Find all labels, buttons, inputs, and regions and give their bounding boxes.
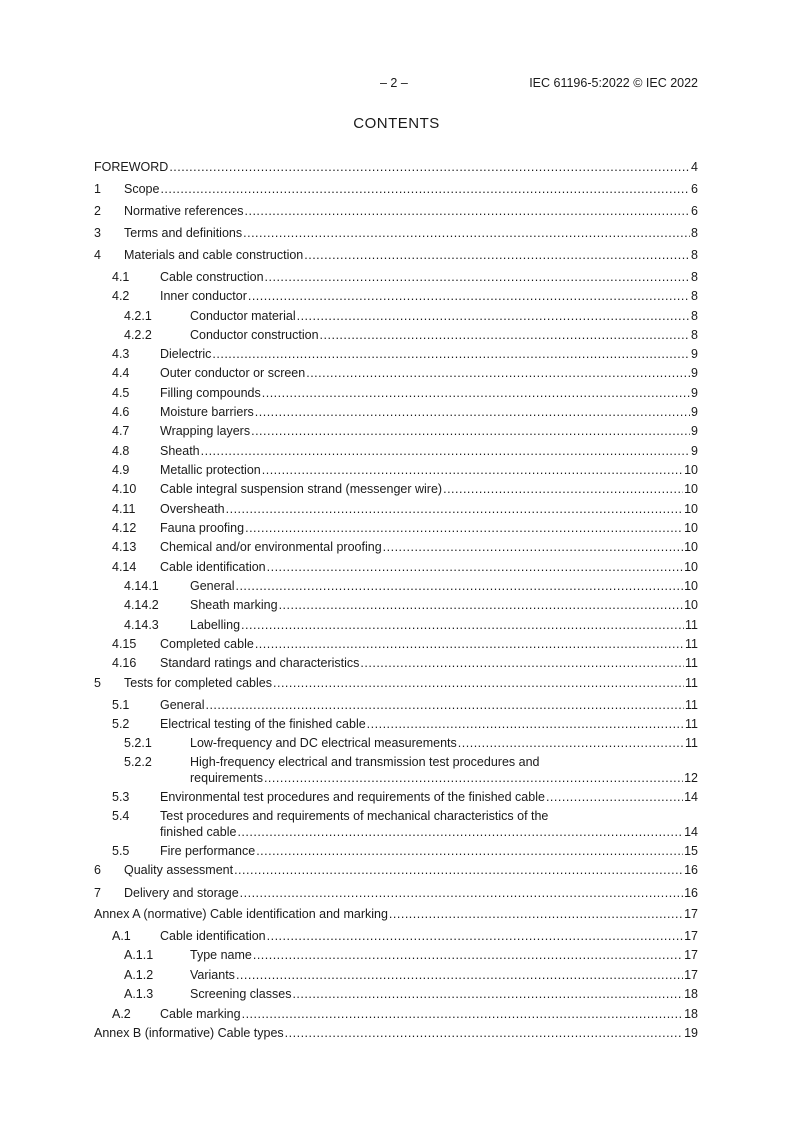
toc-entry[interactable] xyxy=(94,539,698,555)
toc-title: High-frequency electrical and transmission test procedures and xyxy=(190,755,540,769)
toc-page-number: 18 xyxy=(684,1007,698,1021)
toc-number: 5.4 xyxy=(112,809,130,823)
toc-number: 4 xyxy=(94,248,101,262)
toc-page-number: 10 xyxy=(684,579,698,593)
toc-title: Cable identification xyxy=(160,560,266,574)
toc-leader-dots xyxy=(242,1006,684,1022)
toc-title: Variants xyxy=(190,968,235,982)
toc-entry[interactable] xyxy=(94,481,698,497)
toc-leader-dots xyxy=(243,225,690,241)
toc-leader-dots xyxy=(264,770,683,786)
toc-title: Cable construction xyxy=(160,270,264,284)
toc-page-number: 10 xyxy=(684,463,698,477)
toc-title: Type name xyxy=(190,948,252,962)
toc-title: Oversheath xyxy=(160,502,225,516)
toc-page-number: 8 xyxy=(691,270,698,284)
toc-title: Labelling xyxy=(190,618,241,632)
toc-leader-dots xyxy=(306,365,690,381)
toc-title: Scope xyxy=(124,182,160,196)
toc-number: 5 xyxy=(94,676,101,690)
toc-entry[interactable] xyxy=(94,327,698,343)
toc-entry[interactable] xyxy=(94,697,698,713)
toc-entry[interactable] xyxy=(94,385,698,401)
toc-page-number: 8 xyxy=(691,309,698,323)
toc-number: 4.3 xyxy=(112,347,130,361)
toc-title: Sheath xyxy=(160,444,200,458)
toc-entry[interactable] xyxy=(94,269,698,285)
toc-number: 3 xyxy=(94,226,101,240)
toc-page-number: 14 xyxy=(684,790,698,804)
toc-title: General xyxy=(160,698,205,712)
toc-page-number: 10 xyxy=(684,598,698,612)
toc-entry[interactable] xyxy=(94,754,698,786)
toc-leader-dots xyxy=(226,501,683,517)
toc-entry[interactable] xyxy=(94,655,698,671)
toc-entry[interactable] xyxy=(94,443,698,459)
toc-title: Environmental test procedures and requirements of the finished cable xyxy=(160,790,545,804)
toc-title-continued: finished cable xyxy=(160,825,237,839)
toc-entry[interactable] xyxy=(94,225,698,241)
toc-number: 4.8 xyxy=(112,444,130,458)
toc-leader-dots xyxy=(389,906,683,922)
toc-entry[interactable] xyxy=(94,789,698,805)
toc-entry[interactable] xyxy=(94,288,698,304)
toc-page-number: 11 xyxy=(685,717,698,731)
toc-title: Annex B (informative) Cable types xyxy=(94,1026,284,1040)
toc-title: Cable integral suspension strand (messenger wire) xyxy=(160,482,443,496)
toc-entry[interactable] xyxy=(94,346,698,362)
toc-title: Annex A (normative) Cable identification and marking xyxy=(94,907,388,921)
toc-number: 4.6 xyxy=(112,405,130,419)
toc-page-number: 12 xyxy=(684,771,698,785)
toc-title: Test procedures and requirements of mechanical characteristics of the xyxy=(160,809,549,823)
toc-entry[interactable] xyxy=(94,843,698,859)
toc-entry[interactable] xyxy=(94,597,698,613)
toc-title: Conductor construction xyxy=(190,328,319,342)
toc-leader-dots xyxy=(304,247,690,263)
toc-number: 4.14.3 xyxy=(124,618,159,632)
toc-title: Terms and definitions xyxy=(124,226,243,240)
toc-title: Inner conductor xyxy=(160,289,247,303)
toc-leader-dots xyxy=(245,520,683,536)
toc-page-number: 8 xyxy=(691,226,698,240)
toc-page-number: 8 xyxy=(691,328,698,342)
toc-number: 1 xyxy=(94,182,101,196)
toc-leader-dots xyxy=(360,655,684,671)
toc-leader-dots xyxy=(458,735,684,751)
toc-leader-dots xyxy=(292,986,683,1002)
toc-leader-dots xyxy=(240,885,683,901)
toc-page-number: 14 xyxy=(684,825,698,839)
toc-page-number: 17 xyxy=(684,907,698,921)
toc-leader-dots xyxy=(241,617,684,633)
toc-leader-dots xyxy=(443,481,683,497)
toc-title: Fauna proofing xyxy=(160,521,245,535)
toc-leader-dots xyxy=(256,843,683,859)
toc-number: 5.5 xyxy=(112,844,130,858)
toc-leader-dots xyxy=(169,159,690,175)
toc-page-number: 4 xyxy=(691,160,698,174)
toc-number: 2 xyxy=(94,204,101,218)
toc-title: Normative references xyxy=(124,204,244,218)
toc-entry[interactable] xyxy=(94,203,698,219)
page-number: – 2 – xyxy=(380,76,408,90)
toc-entry[interactable] xyxy=(94,716,698,732)
toc-page-number: 11 xyxy=(685,736,698,750)
toc-title: General xyxy=(190,579,235,593)
toc-number: A.2 xyxy=(112,1007,131,1021)
toc-title: Moisture barriers xyxy=(160,405,254,419)
toc-leader-dots xyxy=(160,181,690,197)
toc-number: 4.1 xyxy=(112,270,130,284)
toc-entry[interactable] xyxy=(94,986,698,1002)
toc-number: 4.2.1 xyxy=(124,309,152,323)
toc-leader-dots xyxy=(236,967,683,983)
toc-leader-dots xyxy=(383,539,683,555)
toc-title: Metallic protection xyxy=(160,463,261,477)
toc-page-number: 11 xyxy=(685,698,698,712)
toc-number: 4.14.1 xyxy=(124,579,159,593)
toc-number: 4.7 xyxy=(112,424,130,438)
toc-number: 5.3 xyxy=(112,790,130,804)
toc-page-number: 16 xyxy=(684,863,698,877)
toc-page-number: 9 xyxy=(691,444,698,458)
toc-number: 4.12 xyxy=(112,521,137,535)
toc-title: FOREWORD xyxy=(94,160,169,174)
document-reference: IEC 61196-5:2022 © IEC 2022 xyxy=(529,76,698,90)
toc-leader-dots xyxy=(546,789,683,805)
toc-leader-dots xyxy=(262,462,683,478)
toc-entry[interactable] xyxy=(94,808,698,840)
toc-page-number: 11 xyxy=(685,676,698,690)
toc-title: Cable marking xyxy=(160,1007,241,1021)
toc-title: Fire performance xyxy=(160,844,256,858)
toc-number: 5.1 xyxy=(112,698,130,712)
toc-page-number: 10 xyxy=(684,482,698,496)
toc-page-number: 9 xyxy=(691,405,698,419)
toc-entry[interactable] xyxy=(94,559,698,575)
toc-leader-dots xyxy=(201,443,690,459)
toc-title: Dielectric xyxy=(160,347,212,361)
toc-entry[interactable] xyxy=(94,675,698,691)
toc-title-continued: requirements xyxy=(190,771,263,785)
toc-entry[interactable] xyxy=(94,308,698,324)
toc-entry[interactable] xyxy=(94,885,698,901)
toc-title: Cable identification xyxy=(160,929,266,943)
toc-leader-dots xyxy=(205,697,684,713)
toc-number: 4.11 xyxy=(112,502,136,516)
toc-page-number: 10 xyxy=(684,560,698,574)
toc-title: Screening classes xyxy=(190,987,292,1001)
toc-title: Outer conductor or screen xyxy=(160,366,306,380)
toc-entry[interactable] xyxy=(94,404,698,420)
contents-title: CONTENTS xyxy=(353,115,440,132)
toc-title: Sheath marking xyxy=(190,598,278,612)
toc-page-number: 6 xyxy=(691,182,698,196)
toc-title: Filling compounds xyxy=(160,386,261,400)
toc-page-number: 10 xyxy=(684,502,698,516)
toc-page-number: 8 xyxy=(691,289,698,303)
toc-number: A.1 xyxy=(112,929,131,943)
toc-number: 4.14.2 xyxy=(124,598,159,612)
toc-entry[interactable] xyxy=(94,617,698,633)
page-header xyxy=(94,76,698,92)
toc-page-number: 15 xyxy=(684,844,698,858)
toc-title: Electrical testing of the finished cable xyxy=(160,717,366,731)
toc-leader-dots xyxy=(320,327,691,343)
toc-leader-dots xyxy=(245,203,691,219)
toc-entry[interactable] xyxy=(94,365,698,381)
toc-entry[interactable] xyxy=(94,636,698,652)
toc-number: 4.14 xyxy=(112,560,137,574)
toc-leader-dots xyxy=(367,716,684,732)
toc-number: A.1.2 xyxy=(124,968,154,982)
toc-title: Chemical and/or environmental proofing xyxy=(160,540,382,554)
toc-number: 4.2.2 xyxy=(124,328,152,342)
toc-entry[interactable] xyxy=(94,247,698,263)
toc-page-number: 11 xyxy=(685,637,698,651)
toc-leader-dots xyxy=(267,559,683,575)
toc-title: Standard ratings and characteristics xyxy=(160,656,360,670)
toc-page-number: 18 xyxy=(684,987,698,1001)
toc-leader-dots xyxy=(212,346,690,362)
toc-title: Conductor material xyxy=(190,309,296,323)
toc-page-number: 10 xyxy=(684,540,698,554)
toc-entry[interactable] xyxy=(94,735,698,751)
toc-leader-dots xyxy=(279,597,684,613)
toc-entry[interactable] xyxy=(94,1006,698,1022)
toc-page-number: 8 xyxy=(691,248,698,262)
toc-title: Delivery and storage xyxy=(124,886,239,900)
toc-number: 4.16 xyxy=(112,656,137,670)
toc-title: Wrapping layers xyxy=(160,424,251,438)
toc-entry[interactable] xyxy=(94,181,698,197)
toc-number: 4.10 xyxy=(112,482,137,496)
toc-leader-dots xyxy=(253,947,683,963)
toc-number: 4.2 xyxy=(112,289,130,303)
toc-leader-dots xyxy=(273,675,684,691)
toc-page-number: 9 xyxy=(691,424,698,438)
toc-page-number: 16 xyxy=(684,886,698,900)
toc-leader-dots xyxy=(285,1025,683,1041)
toc-entry[interactable] xyxy=(94,501,698,517)
toc-entry[interactable] xyxy=(94,862,698,878)
toc-number: 5.2.2 xyxy=(124,755,152,769)
toc-page-number: 6 xyxy=(691,204,698,218)
toc-title: Completed cable xyxy=(160,637,254,651)
toc-page-number: 17 xyxy=(684,968,698,982)
toc-number: 7 xyxy=(94,886,101,900)
toc-entry[interactable] xyxy=(94,947,698,963)
toc-page-number: 9 xyxy=(691,366,698,380)
toc-leader-dots xyxy=(248,288,690,304)
toc-number: 5.2 xyxy=(112,717,130,731)
toc-entry[interactable] xyxy=(94,967,698,983)
toc-entry[interactable] xyxy=(94,423,698,439)
toc-entry[interactable] xyxy=(94,520,698,536)
toc-number: 4.5 xyxy=(112,386,130,400)
toc-leader-dots xyxy=(251,423,690,439)
toc-leader-dots xyxy=(234,862,683,878)
toc-leader-dots xyxy=(265,269,691,285)
toc-leader-dots xyxy=(235,578,683,594)
toc-page-number: 17 xyxy=(684,948,698,962)
toc-title: Quality assessment xyxy=(124,863,234,877)
toc-leader-dots xyxy=(262,385,690,401)
toc-entry[interactable] xyxy=(94,462,698,478)
toc-number: 4.13 xyxy=(112,540,137,554)
toc-entry[interactable] xyxy=(94,906,698,922)
toc-leader-dots xyxy=(255,404,690,420)
toc-number: A.1.3 xyxy=(124,987,154,1001)
toc-entry[interactable] xyxy=(94,928,698,944)
toc-number: 5.2.1 xyxy=(124,736,152,750)
toc-page-number: 19 xyxy=(684,1026,698,1040)
toc-page-number: 11 xyxy=(685,618,698,632)
toc-leader-dots xyxy=(297,308,690,324)
toc-leader-dots xyxy=(237,824,683,840)
toc-leader-dots xyxy=(255,636,684,652)
toc-page-number: 9 xyxy=(691,347,698,361)
toc-number: 4.4 xyxy=(112,366,130,380)
toc-page-number: 9 xyxy=(691,386,698,400)
toc-entry[interactable] xyxy=(94,578,698,594)
toc-title: Materials and cable construction xyxy=(124,248,304,262)
toc-page-number: 17 xyxy=(684,929,698,943)
toc-number: 4.9 xyxy=(112,463,130,477)
toc-page-number: 11 xyxy=(685,656,698,670)
toc-number: 6 xyxy=(94,863,101,877)
toc-title: Low-frequency and DC electrical measurements xyxy=(190,736,457,750)
toc-entry[interactable] xyxy=(94,1025,698,1041)
toc-title: Tests for completed cables xyxy=(124,676,272,690)
toc-entry[interactable] xyxy=(94,159,698,175)
toc-number: 4.15 xyxy=(112,637,137,651)
toc-number: A.1.1 xyxy=(124,948,154,962)
toc-leader-dots xyxy=(267,928,683,944)
toc-page-number: 10 xyxy=(684,521,698,535)
